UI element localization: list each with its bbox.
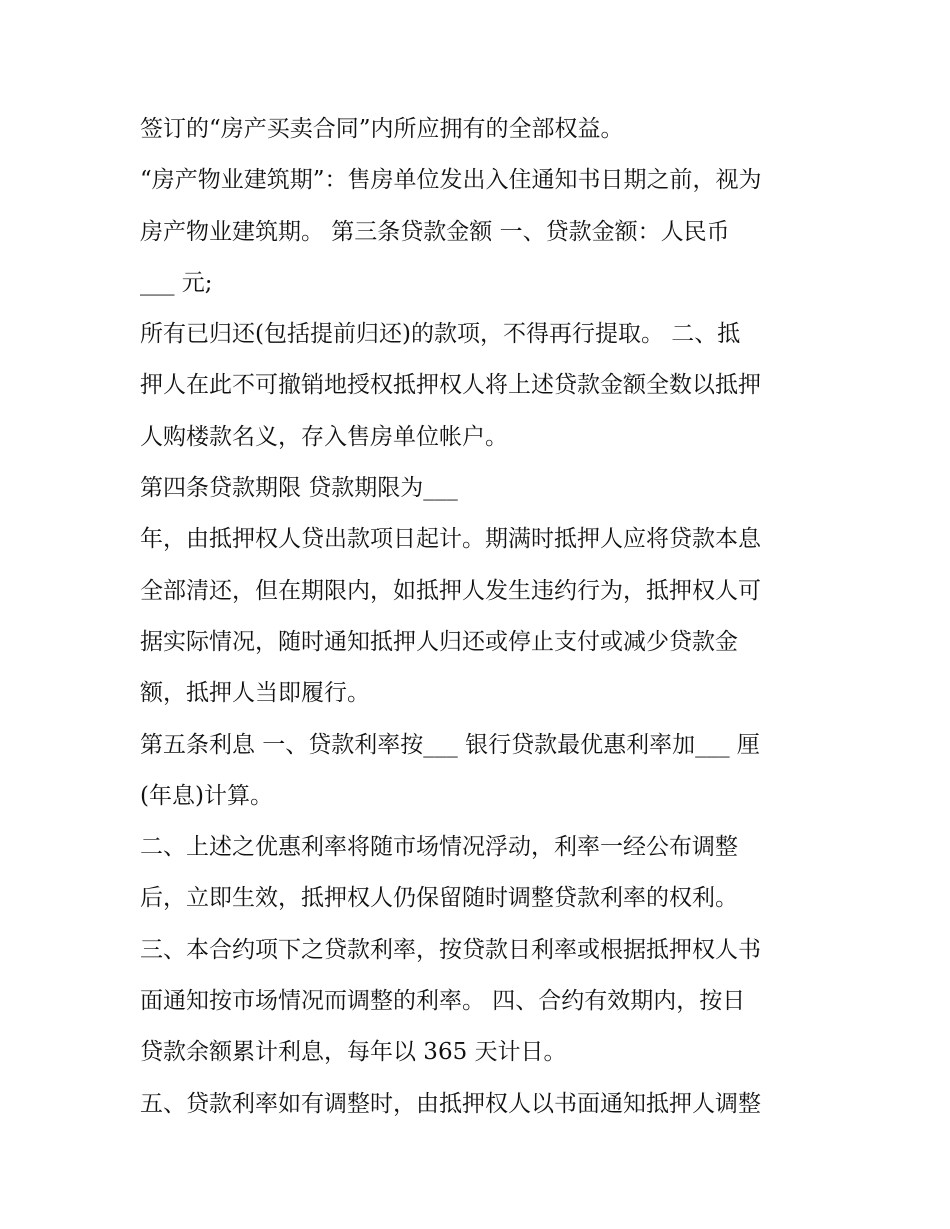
- text-line: 面通知按市场情况而调整的利率。 四、合约有效期内，按日: [140, 988, 746, 1015]
- text-line: 房产物业建筑期。 第三条贷款金额 一、贷款金额：人民币: [140, 218, 730, 245]
- text-line: 额，抵押人当即履行。: [140, 680, 370, 707]
- text-line: 所有已归还(包括提前归还)的款项，不得再行提取。 二、抵: [140, 321, 741, 348]
- text-line: 第四条贷款期限 贷款期限为___: [140, 475, 458, 502]
- text-line: 据实际情况，随时通知抵押人归还或停止支付或减少贷款金: [140, 628, 738, 655]
- text-line: 贷款余额累计利息，每年以 365 天计日。: [140, 1039, 567, 1066]
- text-line: 签订的“房产买卖合同”内所应拥有的全部权益。: [140, 116, 624, 142]
- document-body: [140, 104, 830, 1130]
- text-line: 第五条利息 一、贷款利率按___ 银行贷款最优惠利率加___ 厘: [140, 731, 760, 758]
- text-line: (年息)计算。: [140, 782, 273, 809]
- text-line: 二、上述之优惠利率将随市场情况浮动，利率一经公布调整: [140, 834, 738, 861]
- text-line: 三、本合约项下之贷款利率，按贷款日利率或根据抵押权人书: [140, 936, 761, 963]
- text-line: “房产物业建筑期”：售房单位发出入住通知书日期之前，视为: [140, 167, 762, 194]
- text-line: 人购楼款名义，存入售房单位帐户。: [140, 423, 508, 450]
- text-line: 年，由抵押权人贷出款项日起计。期满时抵押人应将贷款本息: [140, 526, 761, 553]
- text-line: 五、贷款利率如有调整时，由抵押权人以书面通知抵押人调整: [140, 1090, 761, 1117]
- text-line: 全部清还，但在期限内，如抵押人发生违约行为，抵押权人可: [140, 577, 761, 604]
- text-line: 押人在此不可撤销地授权抵押权人将上述贷款金额全数以抵押: [140, 372, 761, 399]
- text-line: ___ 元;: [140, 269, 213, 296]
- text-line: 后，立即生效，抵押权人仍保留随时调整贷款利率的权利。: [140, 885, 738, 912]
